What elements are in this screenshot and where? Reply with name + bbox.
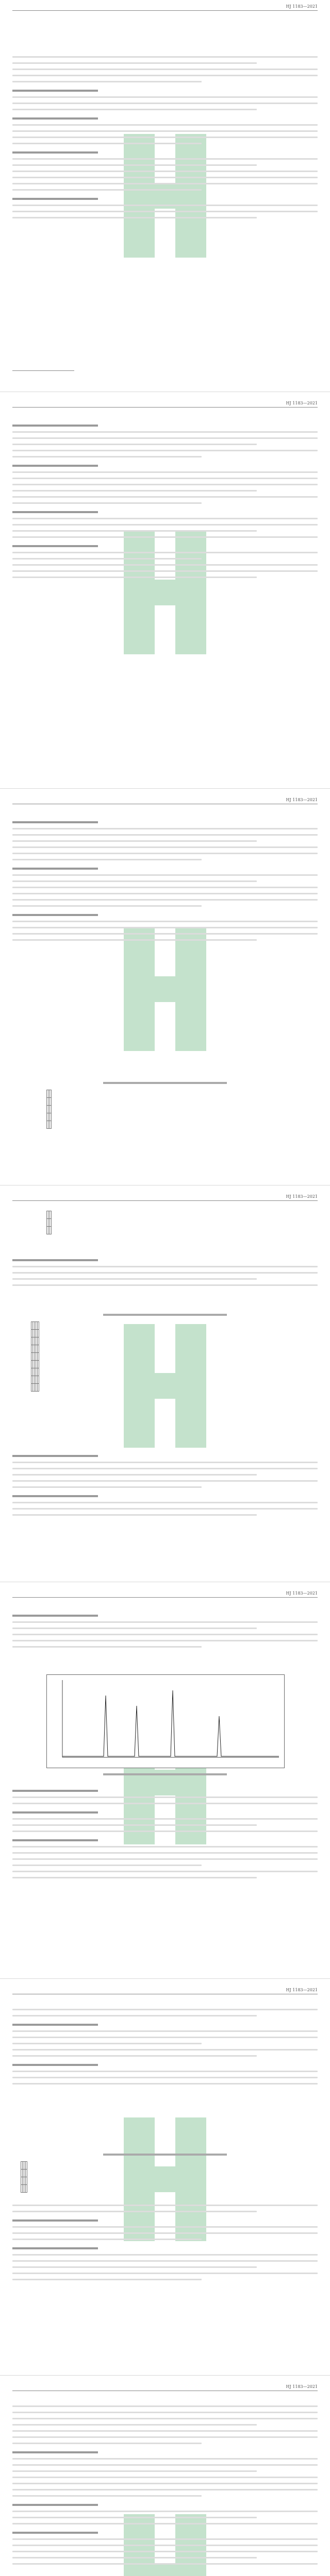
body-text [12, 1448, 318, 1520]
chromatogram-figure [46, 1674, 285, 1768]
page-header: HJ 1183—2021 [286, 1194, 318, 1199]
body-text [12, 2004, 318, 2089]
page-header: HJ 1183—2021 [286, 401, 318, 405]
chromatogram-plot [47, 1675, 284, 1768]
document-title [31, 21, 299, 41]
table-caption [103, 2154, 227, 2156]
header-rule [12, 1200, 318, 1201]
page-1 [0, 0, 330, 392]
header-rule [12, 10, 318, 11]
page-4 [0, 1190, 330, 1582]
page-5 [0, 1587, 330, 1979]
data-table [21, 2161, 27, 2193]
body-text [12, 1783, 318, 1883]
data-table [46, 1211, 52, 1234]
body-text [12, 2200, 318, 2285]
body-text [12, 1607, 318, 1652]
watermark-logo [119, 1319, 211, 1453]
table-caption [103, 1314, 227, 1316]
body-text [12, 2401, 318, 2569]
page-header: HJ 1183—2021 [286, 2384, 318, 2389]
page-3 [0, 793, 330, 1185]
page-header: HJ 1183—2021 [286, 4, 318, 9]
header-rule [12, 407, 318, 408]
page-7 [0, 2380, 330, 2576]
footnote-rule [12, 370, 74, 371]
page-header: HJ 1183—2021 [286, 1988, 318, 1992]
header-rule [12, 1597, 318, 1598]
body-text [12, 52, 318, 223]
body-text [12, 1252, 318, 1291]
page-2 [0, 397, 330, 789]
body-text [12, 417, 318, 583]
page-6 [0, 1984, 330, 2376]
page-header: HJ 1183—2021 [286, 1591, 318, 1596]
data-table [31, 1321, 39, 1392]
figure-caption [103, 1773, 227, 1775]
table-caption [103, 1082, 227, 1084]
page-header: HJ 1183—2021 [286, 798, 318, 802]
data-table [46, 1090, 52, 1129]
body-text [12, 814, 318, 945]
